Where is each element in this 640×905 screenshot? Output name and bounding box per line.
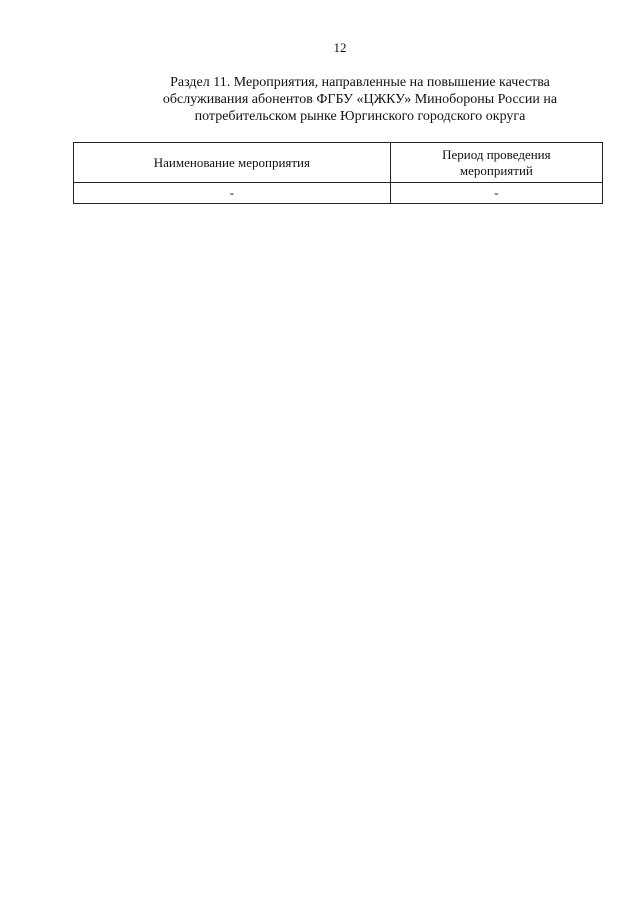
events-table [73, 142, 603, 204]
table-cell-event-period: - [390, 183, 602, 204]
section-title-line: потребительском рынке Юргинского городского округа [194, 109, 526, 124]
section-title-line: обслуживания абонентов ФГБУ «ЦЖКУ» Минобороны России на [162, 92, 558, 107]
table-row [74, 183, 603, 204]
section-title-line: Раздел 11. Мероприятия, направленные на повышение качества [170, 75, 550, 90]
page-number: 12 [333, 40, 347, 55]
column-header-event-period-text: Период проведения мероприятий [442, 146, 551, 178]
table-header-row [74, 143, 603, 183]
column-header-event-name: Наименование мероприятия [74, 143, 391, 183]
column-header-event-period [390, 143, 602, 183]
section-title [120, 74, 600, 125]
table-cell-event-name: - [74, 183, 391, 204]
